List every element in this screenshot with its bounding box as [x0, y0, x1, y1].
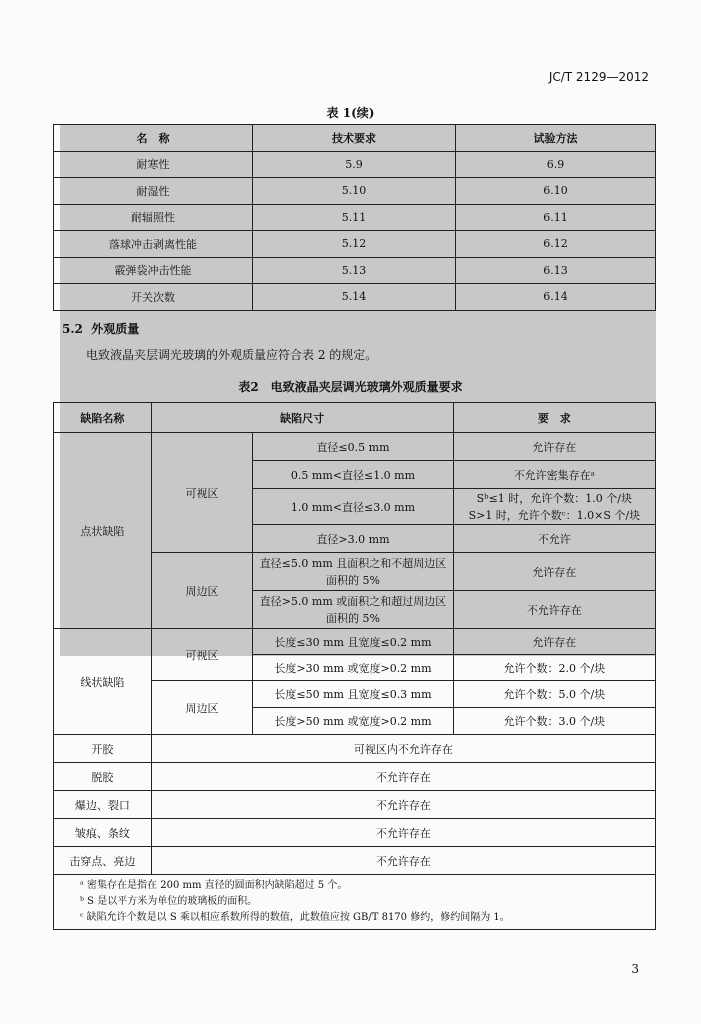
- zone-cell: 可视区: [151, 629, 253, 681]
- table-row: [54, 284, 656, 311]
- defect-name-cell: 皱痕、条纹: [54, 819, 152, 847]
- requirement-cell: 不允许存在: [151, 791, 655, 819]
- table-header-cell: 缺陷尺寸: [151, 403, 453, 433]
- table-header-cell: 试验方法: [456, 125, 656, 152]
- size-line: 面积的 5%: [326, 611, 380, 625]
- table-header-row: [54, 125, 656, 152]
- requirement-line: Sᵇ≤1 时，允许个数：1.0 个/块: [476, 491, 632, 505]
- defect-name-cell: 击穿点、亮边: [54, 847, 152, 875]
- table-header-cell: 缺陷名称: [54, 403, 152, 433]
- table-row: [54, 204, 656, 231]
- requirement-cell: 不允许存在: [151, 763, 655, 791]
- table-header-cell: 要 求: [453, 403, 655, 433]
- table-cell: 6.11: [456, 204, 656, 231]
- defect-name-cell: 开胶: [54, 735, 152, 763]
- requirement-cell: 允许存在: [453, 629, 655, 655]
- table-cell: 耐寒性: [54, 151, 253, 178]
- table-row: [54, 629, 656, 655]
- requirement-cell: [453, 489, 655, 525]
- table-row: [54, 231, 656, 258]
- requirement-cell: 不允许存在: [151, 819, 655, 847]
- size-line: 直径≤5.0 mm 且面积之和不超周边区: [259, 556, 447, 570]
- section-paragraph: 电致液晶夹层调光玻璃的外观质量应符合表 2 的规定。: [86, 348, 378, 362]
- defect-name-cell: 爆边、裂口: [54, 791, 152, 819]
- requirement-cell: 不允许密集存在ᵃ: [453, 461, 655, 489]
- table2-caption: 表2 电致液晶夹层调光玻璃外观质量要求: [238, 380, 463, 394]
- size-line: 直径>5.0 mm 或面积之和超过周边区: [259, 594, 447, 608]
- footnote: ᵃ 密集存在是指在 200 mm 直径的圆面积内缺陷超过 5 个。: [80, 880, 348, 891]
- page-number: 3: [631, 962, 639, 976]
- table-cell: 耐湿性: [54, 178, 253, 205]
- size-cell: 长度>50 mm 或宽度>0.2 mm: [253, 708, 453, 735]
- requirement-cell: 不允许存在: [151, 847, 655, 875]
- size-cell: 长度≤50 mm 且宽度≤0.3 mm: [253, 681, 453, 708]
- table-cell: 6.10: [456, 178, 656, 205]
- table-row: [54, 178, 656, 205]
- table-cell: 6.13: [456, 257, 656, 284]
- table-cell: 6.9: [456, 151, 656, 178]
- zone-cell: 可视区: [151, 433, 253, 553]
- table-row: [54, 433, 656, 461]
- table-cell: 耐辐照性: [54, 204, 253, 231]
- requirement-cell: 允许个数：3.0 个/块: [453, 708, 655, 735]
- table-cell: 6.12: [456, 231, 656, 258]
- requirement-cell: 允许存在: [453, 433, 655, 461]
- requirement-line: S>1 时，允许个数ᶜ：1.0×S 个/块: [468, 508, 641, 522]
- document-number: JC/T 2129—2012: [548, 70, 649, 84]
- table-row: [54, 257, 656, 284]
- section-heading: [62, 320, 139, 337]
- size-cell: 1.0 mm<直径≤3.0 mm: [253, 489, 453, 525]
- size-cell: 直径>3.0 mm: [253, 525, 453, 553]
- table-cell: 5.13: [253, 257, 456, 284]
- requirement-cell: 可视区内不允许存在: [151, 735, 655, 763]
- table1: [53, 124, 656, 311]
- footnote: ᵇ S 是以平方米为单位的玻璃板的面积。: [80, 896, 258, 907]
- table-header-cell: 技术要求: [253, 125, 456, 152]
- footnote: ᶜ 缺陷允许个数是以 S 乘以相应系数所得的数值，此数值应按 GB/T 8170 修约，修约间隔为 1。: [80, 912, 510, 923]
- size-cell: 长度≤30 mm 且宽度≤0.2 mm: [253, 629, 453, 655]
- table-cell: 霰弹袋冲击性能: [54, 257, 253, 284]
- requirement-cell: 不允许存在: [453, 591, 655, 629]
- table-notes: [54, 875, 656, 930]
- table-cell: 5.11: [253, 204, 456, 231]
- section-number: 5.2: [62, 322, 83, 336]
- table-row: [54, 735, 656, 763]
- requirement-cell: 允许存在: [453, 553, 655, 591]
- size-cell: [253, 591, 453, 629]
- zone-cell: 周边区: [151, 553, 253, 629]
- table-row: [54, 763, 656, 791]
- table-notes-row: [54, 875, 656, 930]
- table-cell: 5.9: [253, 151, 456, 178]
- defect-name-cell: 脱胶: [54, 763, 152, 791]
- defect-name-cell: 点状缺陷: [54, 433, 152, 629]
- table-cell: 5.12: [253, 231, 456, 258]
- table-row: [54, 819, 656, 847]
- table-row: [54, 847, 656, 875]
- size-cell: 直径≤0.5 mm: [253, 433, 453, 461]
- table-cell: 5.10: [253, 178, 456, 205]
- table-cell: 落球冲击剥离性能: [54, 231, 253, 258]
- defect-name-cell: 线状缺陷: [54, 629, 152, 735]
- size-cell: [253, 553, 453, 591]
- table-cell: 5.14: [253, 284, 456, 311]
- requirement-cell: 允许个数：5.0 个/块: [453, 681, 655, 708]
- table-header-cell: 名 称: [54, 125, 253, 152]
- size-cell: 长度>30 mm 或宽度>0.2 mm: [253, 655, 453, 681]
- zone-cell: 周边区: [151, 681, 253, 735]
- requirement-cell: 不允许: [453, 525, 655, 553]
- section-title: 外观质量: [91, 322, 140, 336]
- table-cell: 6.14: [456, 284, 656, 311]
- table-cell: 开关次数: [54, 284, 253, 311]
- size-line: 面积的 5%: [326, 573, 380, 587]
- requirement-cell: 允许个数：2.0 个/块: [453, 655, 655, 681]
- table-header-row: [54, 403, 656, 433]
- table-row: [54, 151, 656, 178]
- table2: [53, 402, 656, 930]
- table1-caption: 表 1(续): [326, 106, 375, 120]
- table-row: [54, 791, 656, 819]
- size-cell: 0.5 mm<直径≤1.0 mm: [253, 461, 453, 489]
